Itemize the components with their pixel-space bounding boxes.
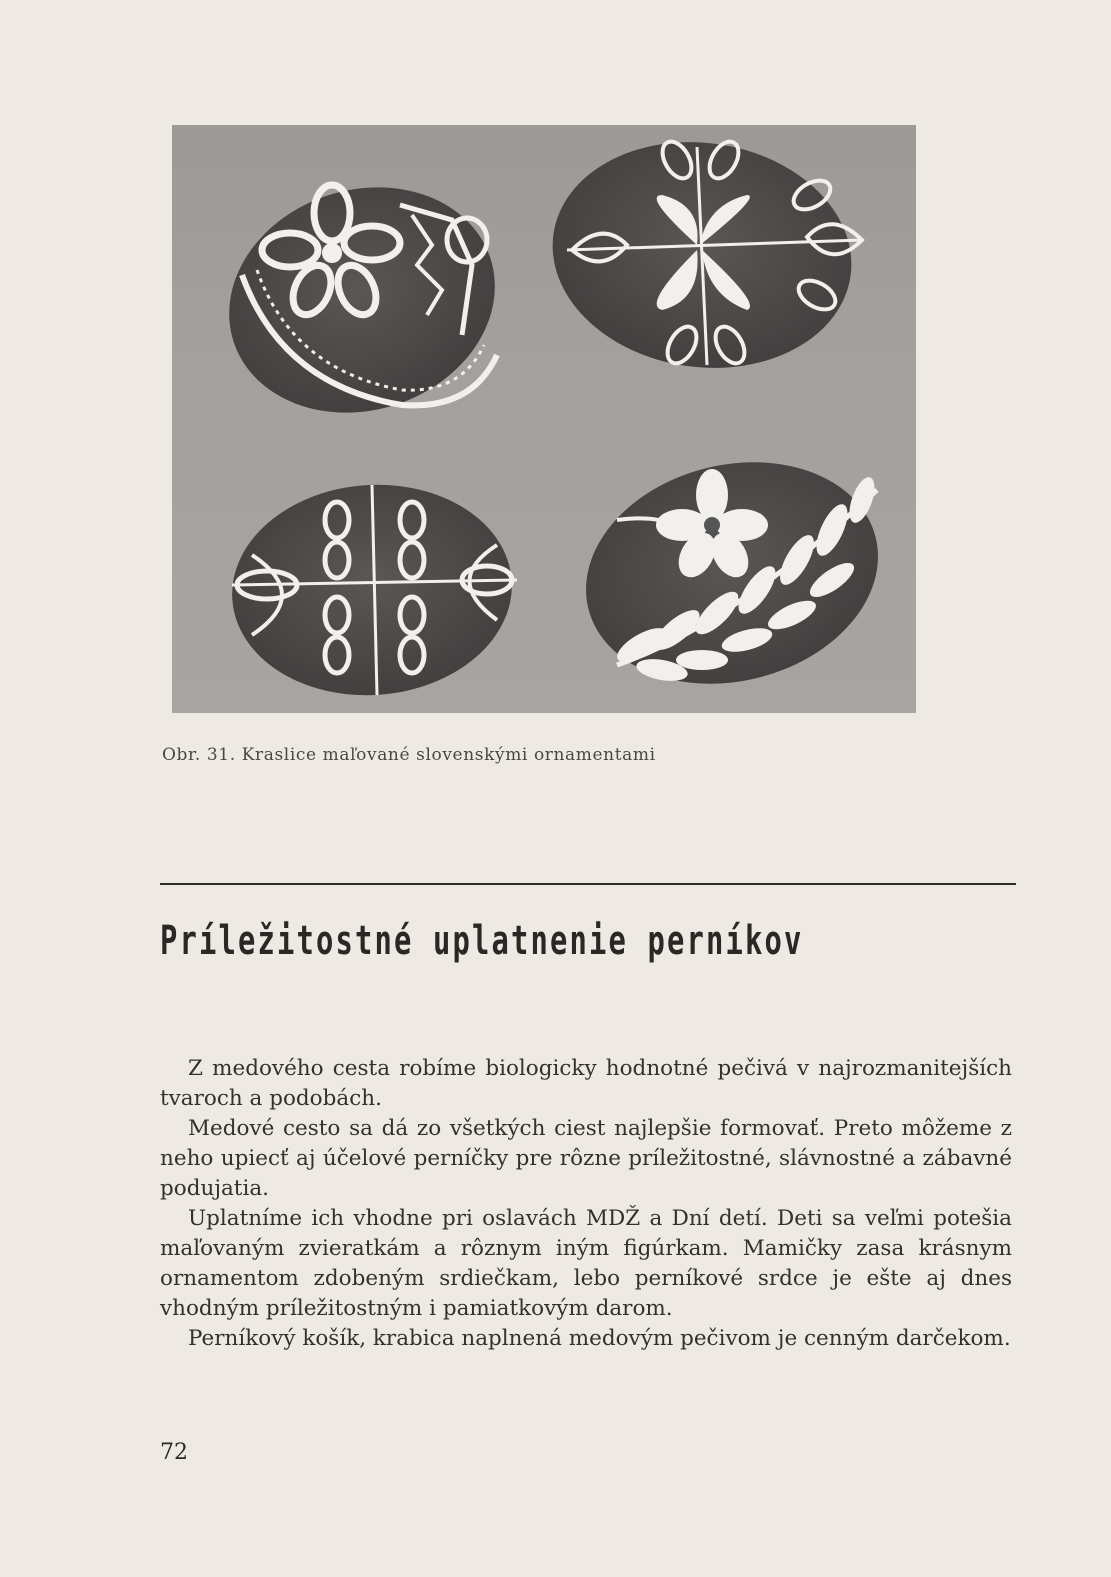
- section-heading: Príležitostné uplatnenie perníkov: [160, 918, 804, 964]
- easter-eggs-photo: [172, 125, 916, 713]
- paragraph: Uplatníme ich vhodne pri oslavách MDŽ a Dní detí. Deti sa veľmi potešia maľovaným zvieratkám a rôznym iným figúrkam. Mamičky zasa krásnym ornamentom zdobeným srdiečkam, lebo perníkové srdce je ešte aj dnes vhodným príležitostným i pamiatkovým darom.: [160, 1206, 1012, 1321]
- body-text: [160, 1054, 1012, 1354]
- section-divider: [160, 883, 1016, 885]
- paragraph: Medové cesto sa dá zo všetkých ciest najlepšie formovať. Preto môžeme z neho upiecť aj účelové perníčky pre rôzne príležitostné, slávnostné a zábavné podujatia.: [160, 1116, 1012, 1201]
- paragraph: Perníkový košík, krabica naplnená medovým pečivom je cenným darčekom.: [188, 1326, 1011, 1351]
- egg-star-leaves: [538, 125, 866, 387]
- egg-flower-wheat: [562, 432, 901, 713]
- page-number: 72: [160, 1440, 188, 1465]
- figure-caption: Obr. 31. Kraslice maľované slovenskými ornamentami: [162, 745, 656, 765]
- egg-flower-lattice: [200, 154, 525, 447]
- paragraph: Z medového cesta robíme biologicky hodnotné pečivá v najrozmanitejších tvaroch a podobách.: [160, 1056, 1012, 1111]
- egg-chain-ornament: [225, 475, 519, 704]
